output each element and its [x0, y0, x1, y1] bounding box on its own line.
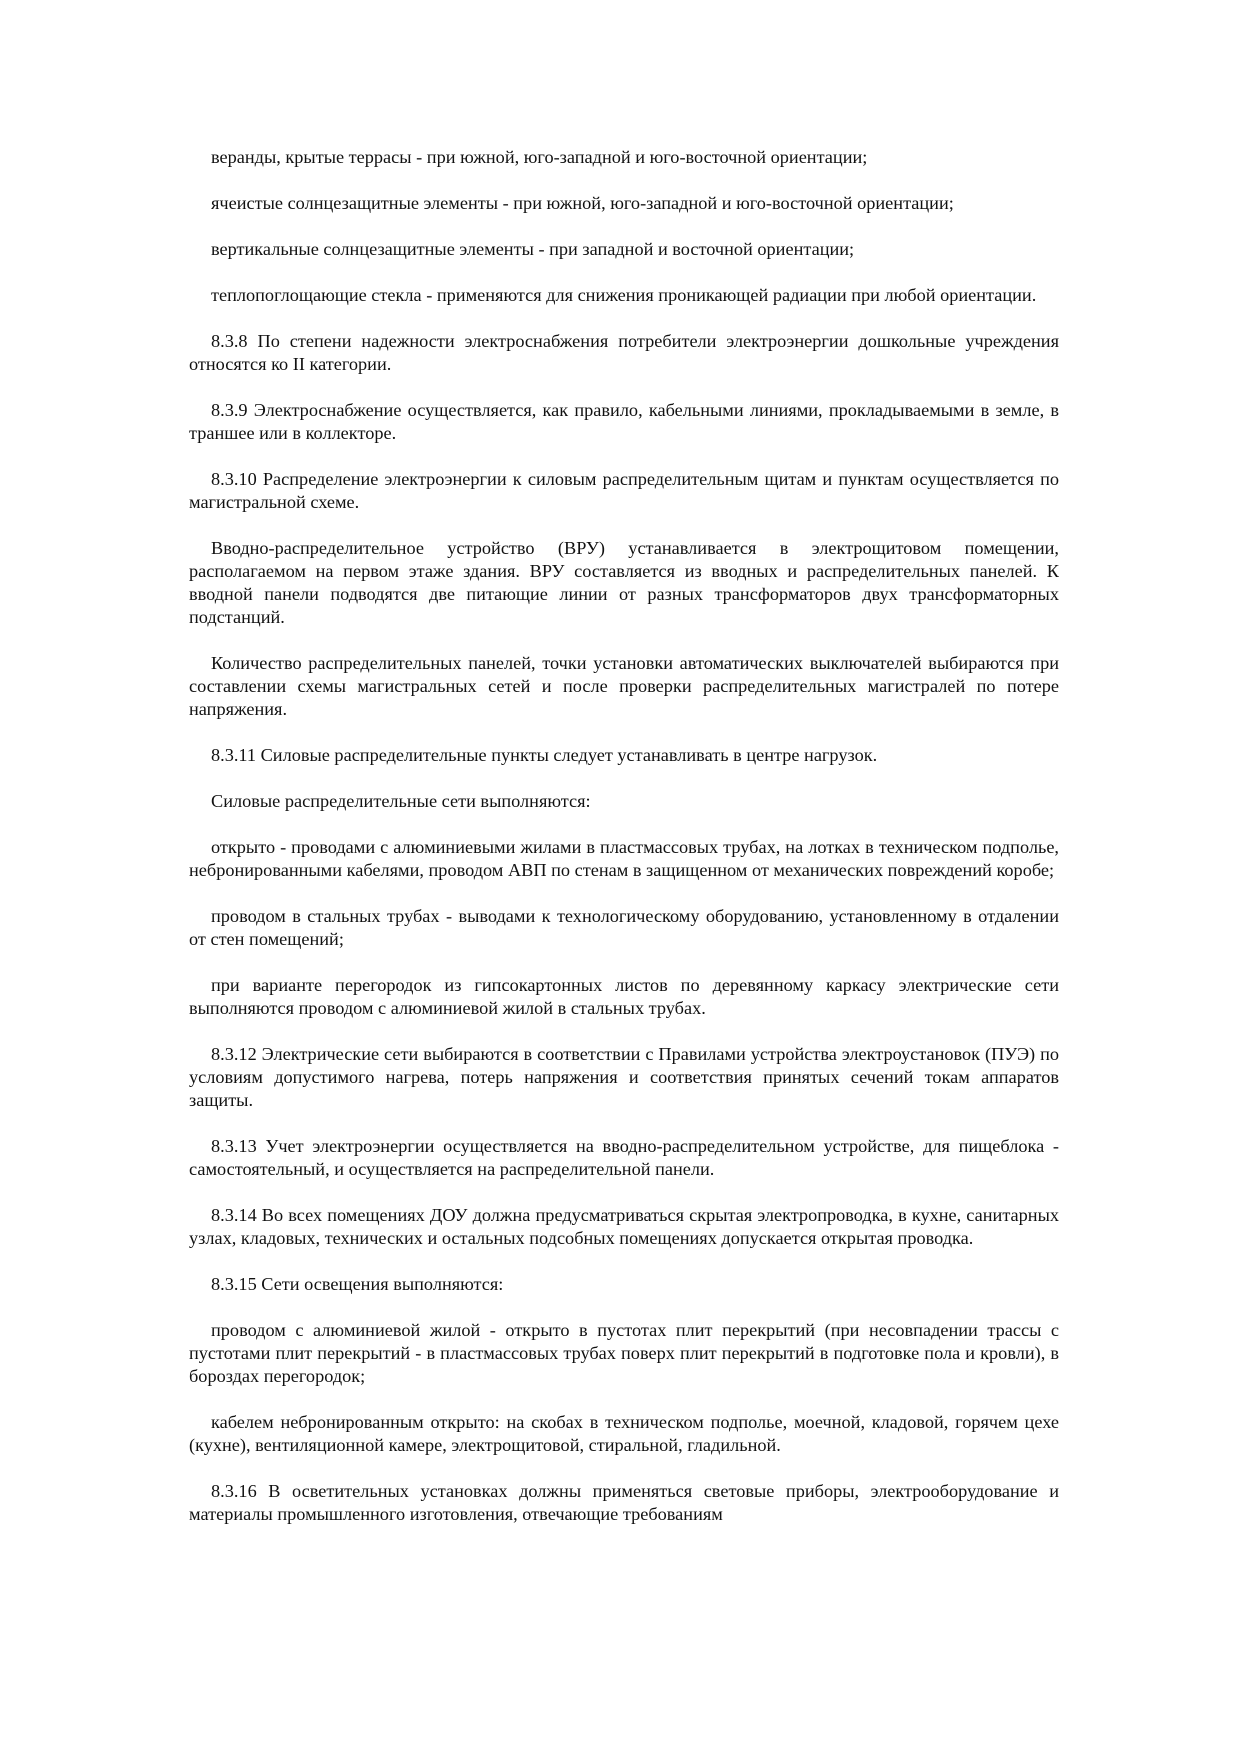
- paragraph-8-3-15: 8.3.15 Сети освещения выполняются:: [211, 1274, 504, 1294]
- paragraph-panel-count: Количество распределительных панелей, точки установки автоматических выключателей выбираются при составлении схемы магистральных сетей и после проверки распределительных магистралей по потере напряжения.: [189, 653, 1059, 719]
- paragraph-8-3-8: 8.3.8 По степени надежности электроснабжения потребители электроэнергии дошкольные учреждения относятся ко II категории.: [189, 331, 1059, 374]
- paragraph-8-3-13: 8.3.13 Учет электроэнергии осуществляется на вводно-распределительном устройстве, для пищеблока - самостоятельный, и осуществляется на распределительной панели.: [189, 1136, 1059, 1179]
- paragraph-open-wiring: открыто - проводами с алюминиевыми жилами в пластмассовых трубах, на лотках в техническом подполье, небронированными кабелями, проводом АВП по стенам в защищенном от механических повреждений коробе;: [189, 837, 1059, 880]
- paragraph-8-3-12: 8.3.12 Электрические сети выбираются в соответствии с Правилами устройства электроустановок (ПУЭ) по условиям допустимого нагрева, потерь напряжения и соответствия принятых сечений токам аппаратов защиты.: [189, 1044, 1059, 1110]
- paragraph-gypsum-partitions: при варианте перегородок из гипсокартонных листов по деревянному каркасу электрические сети выполняются проводом с алюминиевой жилой в стальных трубах.: [189, 975, 1059, 1018]
- paragraph-cellular-shading: ячеистые солнцезащитные элементы - при южной, юго-западной и юго-восточной ориентации;: [211, 193, 954, 213]
- paragraph-vru: Вводно-распределительное устройство (ВРУ) устанавливается в электрощитовом помещении, располагаемом на первом этаже здания. ВРУ составляется из вводных и распределительных панелей. К вводной панели подводятся две питающие линии от разных трансформаторов двух трансформаторных подстанций.: [189, 538, 1059, 627]
- paragraph-8-3-9: 8.3.9 Электроснабжение осуществляется, как правило, кабельными линиями, прокладываемыми в земле, в траншее или в коллекторе.: [189, 400, 1059, 443]
- paragraph-unarmored-cable: кабелем небронированным открыто: на скобах в техническом подполье, моечной, кладовой, горячем цехе (кухне), вентиляционной камере, электрощитовой, стиральной, гладильной.: [189, 1412, 1059, 1455]
- paragraph-heat-absorbing-glass: теплопоглощающие стекла - применяются для снижения проникающей радиации при любой ориентации.: [211, 285, 1037, 305]
- paragraph-power-networks: Силовые распределительные сети выполняются:: [211, 791, 591, 811]
- paragraph-8-3-11: 8.3.11 Силовые распределительные пункты следует устанавливать в центре нагрузок.: [211, 745, 878, 765]
- paragraph-8-3-14: 8.3.14 Во всех помещениях ДОУ должна предусматриваться скрытая электропроводка, в кухне, санитарных узлах, кладовых, технических и остальных подсобных помещениях допускается открытая проводка.: [189, 1205, 1059, 1248]
- paragraph-8-3-10: 8.3.10 Распределение электроэнергии к силовым распределительным щитам и пунктам осуществляется по магистральной схеме.: [189, 469, 1059, 512]
- document-page: [189, 146, 1059, 1549]
- paragraph-steel-pipes: проводом в стальных трубах - выводами к технологическому оборудованию, установленному в отдалении от стен помещений;: [189, 906, 1059, 949]
- paragraph-verandas: веранды, крытые террасы - при южной, юго-западной и юго-восточной ориентации;: [211, 147, 868, 167]
- paragraph-aluminium-wire: проводом с алюминиевой жилой - открыто в пустотах плит перекрытий (при несовпадении трассы с пустотами плит перекрытий - в пластмассовых трубах поверх плит перекрытий в подготовке пола и кровли), в бороздах перегородок;: [189, 1320, 1059, 1386]
- paragraph-vertical-shading: вертикальные солнцезащитные элементы - при западной и восточной ориентации;: [211, 239, 855, 259]
- paragraph-8-3-16: 8.3.16 В осветительных установках должны применяться световые приборы, электрооборудование и материалы промышленного изготовления, отвечающие требованиям: [189, 1481, 1059, 1524]
